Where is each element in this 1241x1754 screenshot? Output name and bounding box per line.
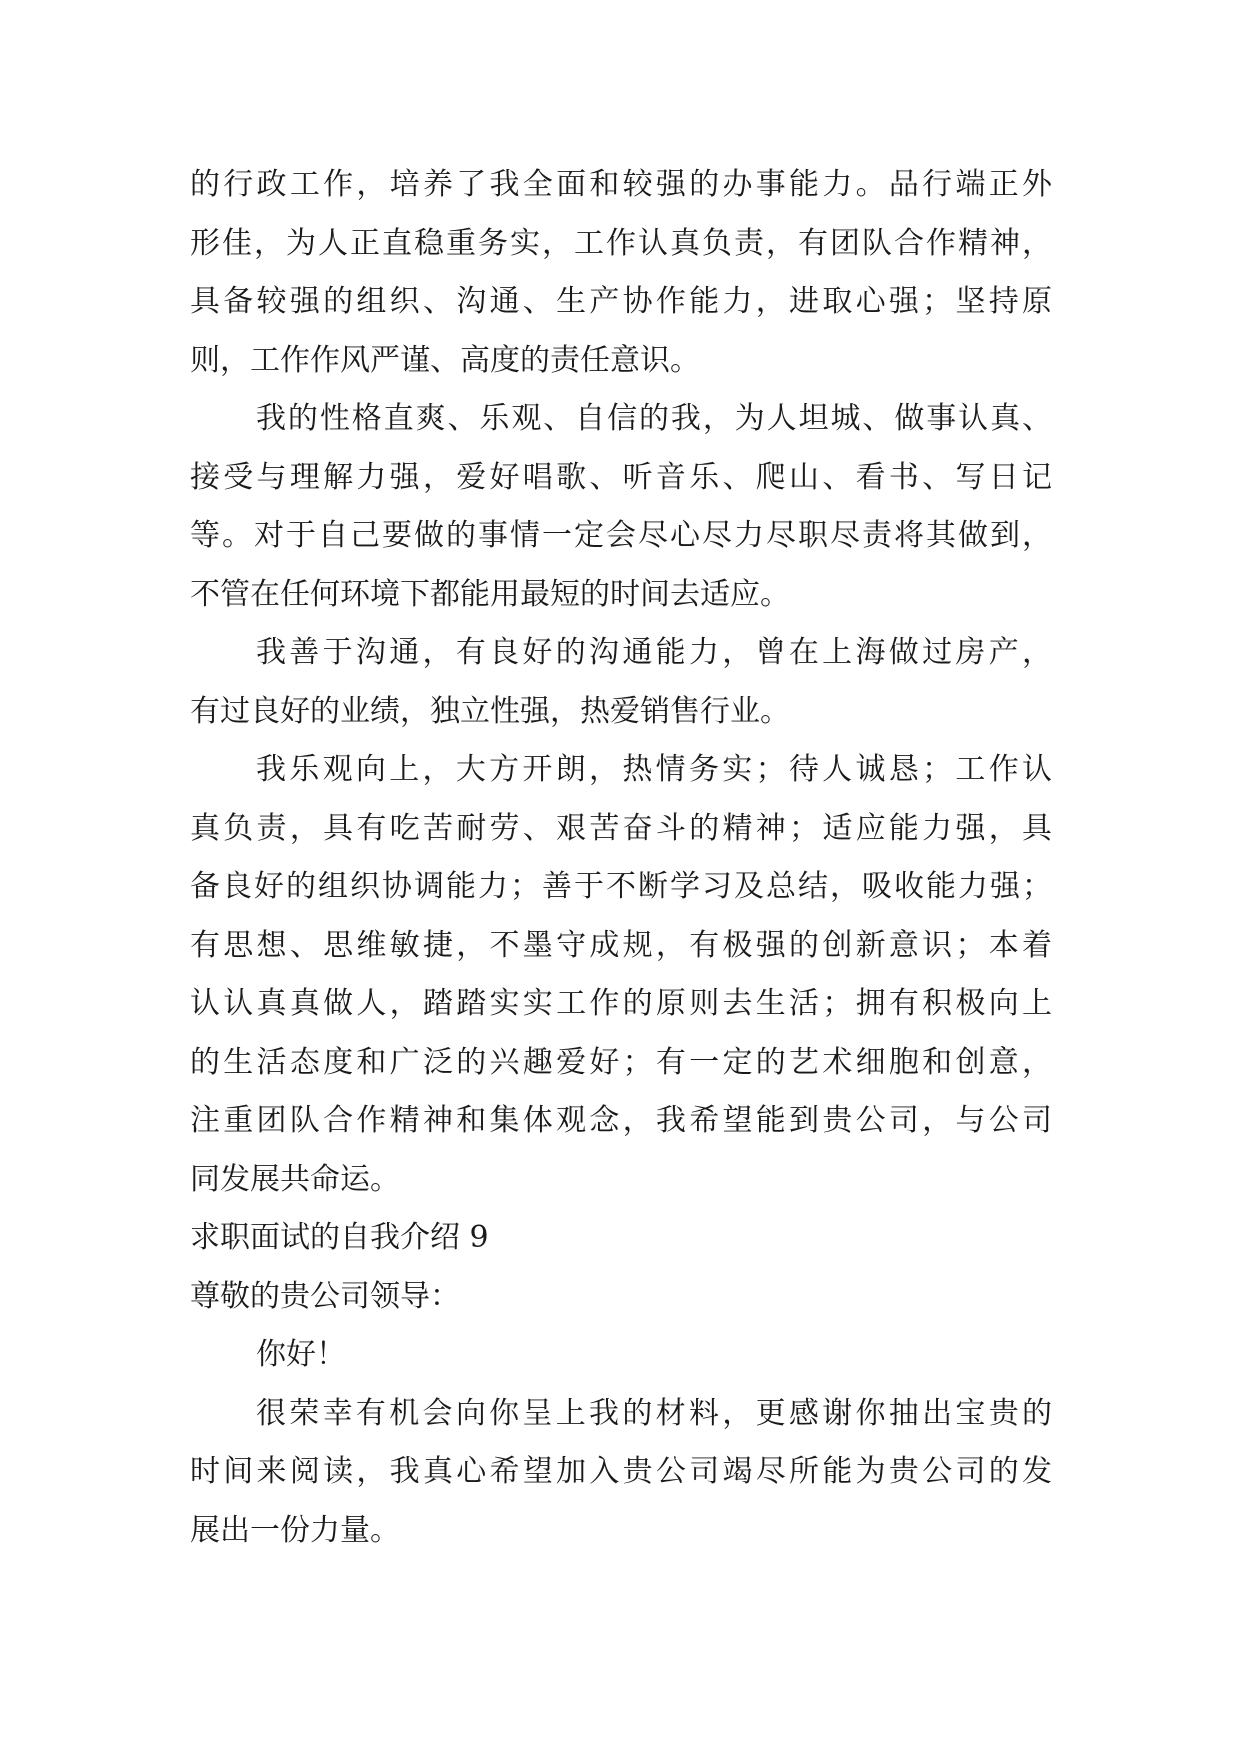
text-line: 真负责，具有吃苦耐劳、艰苦奋斗的精神；适应能力强，具 bbox=[190, 810, 1052, 846]
paragraph-personality bbox=[190, 390, 1052, 624]
text-line: 同发展共命运。 bbox=[190, 1161, 400, 1197]
document-body bbox=[190, 156, 1052, 1560]
text-line: 不管在任何环境下都能用最短的时间去适应。 bbox=[190, 576, 790, 612]
text-line: 时间来阅读，我真心希望加入贵公司竭尽所能为贵公司的发 bbox=[190, 1454, 1052, 1489]
text-line: 我乐观向上，大方开朗，热情务实；待人诚恳；工作认 bbox=[256, 752, 1052, 787]
text-line: 展出一份力量。 bbox=[190, 1512, 400, 1548]
text-line: 则，工作作风严谨、高度的责任意识。 bbox=[190, 342, 700, 378]
text-line: 具备较强的组织、沟通、生产协作能力，进取心强；坚持原 bbox=[190, 284, 1052, 319]
greeting: 你好！ bbox=[256, 1337, 346, 1372]
paragraph-opening bbox=[190, 1385, 1052, 1561]
text-line: 有思想、思维敏捷，不墨守成规，有极强的创新意识；本着 bbox=[190, 927, 1052, 963]
text-line: 注重团队合作精神和集体观念，我希望能到贵公司，与公司 bbox=[190, 1103, 1052, 1138]
text-line: 的生活态度和广泛的兴趣爱好；有一定的艺术细胞和创意， bbox=[190, 1044, 1052, 1080]
text-line: 等。对于自己要做的事情一定会尽心尽力尽职尽责将其做到， bbox=[190, 518, 1052, 553]
text-line: 接受与理解力强，爱好唱歌、听音乐、爬山、看书、写日记 bbox=[190, 459, 1052, 495]
text-line: 的行政工作，培养了我全面和较强的办事能力。品行端正外 bbox=[190, 167, 1052, 202]
section-title: 求职面试的自我介绍 9 bbox=[190, 1220, 489, 1255]
paragraph-qualities bbox=[190, 156, 1052, 390]
text-line: 形佳，为人正直稳重务实，工作认真负责，有团队合作精神， bbox=[190, 225, 1052, 261]
text-line: 我善于沟通，有良好的沟通能力，曾在上海做过房产， bbox=[256, 635, 1052, 670]
paragraph-communication bbox=[190, 624, 1052, 741]
text-line: 我的性格直爽、乐观、自信的我，为人坦城、做事认真、 bbox=[256, 401, 1052, 436]
paragraph-attitude bbox=[190, 741, 1052, 1209]
text-line: 有过良好的业绩，独立性强，热爱销售行业。 bbox=[190, 693, 790, 729]
text-line: 认认真真做人，踏踏实实工作的原则去生活；拥有积极向上 bbox=[190, 986, 1052, 1021]
salutation: 尊敬的贵公司领导： bbox=[190, 1278, 460, 1314]
text-line: 备良好的组织协调能力；善于不断学习及总结，吸收能力强； bbox=[190, 869, 1052, 904]
text-line: 很荣幸有机会向你呈上我的材料，更感谢你抽出宝贵的 bbox=[256, 1395, 1052, 1431]
